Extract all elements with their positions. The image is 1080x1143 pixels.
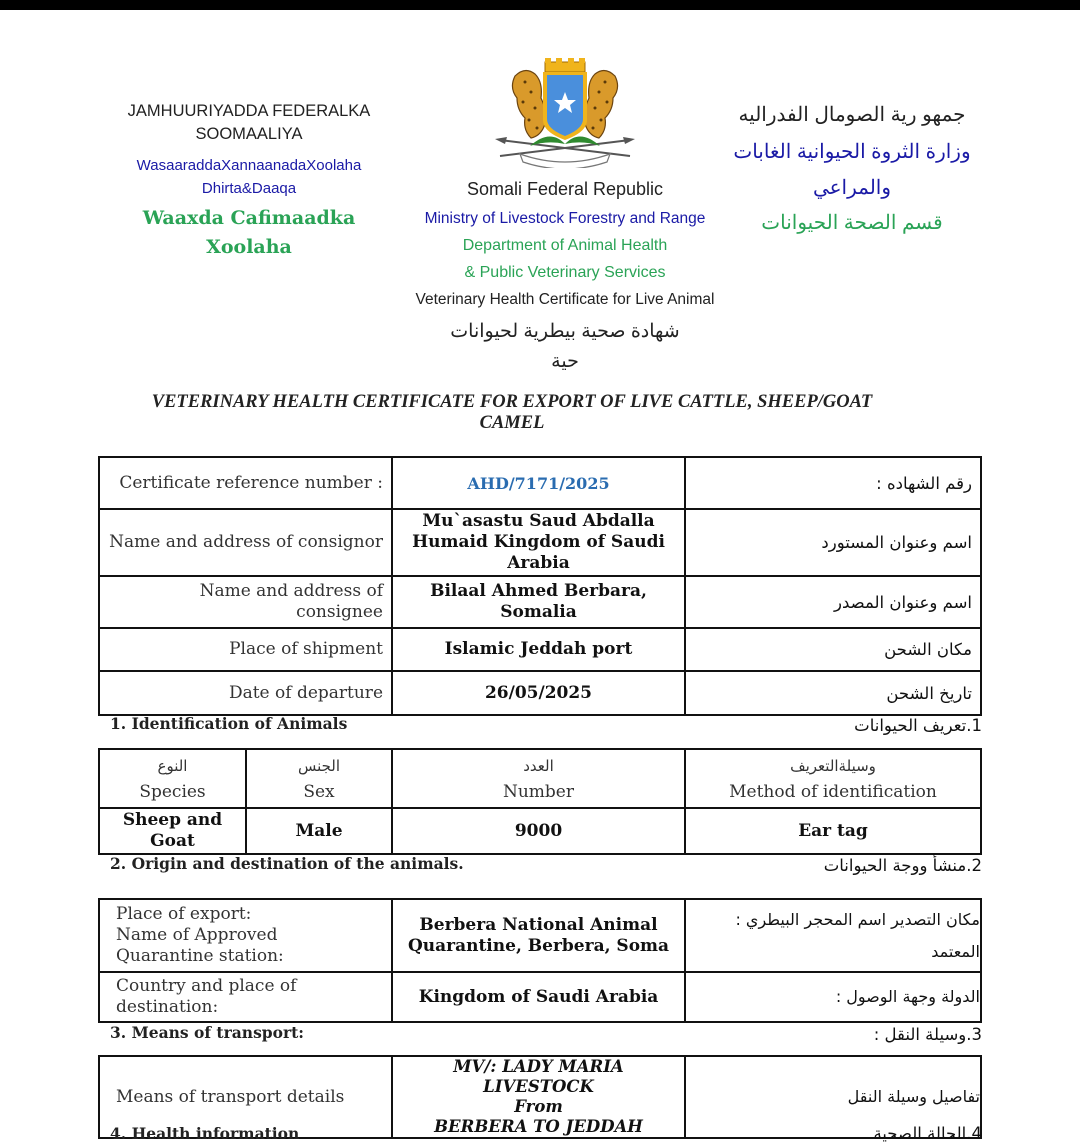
method-header-english: Method of identification [729, 781, 937, 802]
sex-header [246, 749, 392, 808]
title-line-2: CAMEL [479, 413, 545, 433]
consignee-label: Name and address of consignee [99, 576, 392, 628]
number-header [392, 749, 685, 808]
export-label-arabic-line-2: المعتمد [931, 941, 980, 961]
table-row [99, 628, 981, 671]
document-title [110, 392, 914, 434]
certificate-arabic-line-1: شهادة صحية بيطرية لحيوانات [450, 321, 680, 342]
destination-label-line-1: Country and place of [116, 976, 297, 996]
general-info-table [98, 456, 982, 716]
place-of-shipment-label-arabic: مكان الشحن [685, 628, 981, 671]
table-header-row [99, 749, 981, 808]
department-name-somali [110, 204, 388, 262]
consignee-value: Bilaal Ahmed Berbara, Somalia [392, 576, 685, 628]
transport-details-value [392, 1056, 685, 1138]
department-name-line-1: Department of Animal Health [462, 237, 668, 254]
republic-name: Somali Federal Republic [466, 179, 664, 199]
reference-number-label: Certificate reference number : [99, 457, 392, 509]
destination-label-arabic: الدولة وجهة الوصول : [685, 972, 981, 1022]
coat-of-arms-icon [495, 58, 635, 168]
section-2-title-arabic: 2.منشأ ووجة الحيوانات [823, 856, 982, 875]
departure-date-value: 26/05/2025 [392, 671, 685, 715]
table-row [99, 808, 981, 854]
export-label-line-1: Place of export: [116, 904, 252, 924]
number-value: 9000 [392, 808, 685, 854]
section-1-title-arabic: 1.تعريف الحيوانات [854, 716, 982, 735]
certificate-type-english: Veterinary Health Certificate for Live Animal [415, 291, 715, 308]
export-label-line-2: Name of Approved [116, 925, 278, 945]
header-right-arabic [712, 100, 992, 240]
species-value: Sheep and Goat [99, 808, 246, 854]
export-label-arabic-line-1: مكان التصدير اسم المحجر البيطري : [735, 909, 980, 929]
quarantine-station-value: Berbera National Animal Quarantine, Berbera, Soma [392, 899, 685, 972]
table-row [99, 671, 981, 715]
table-row [99, 899, 981, 972]
section-3-title-arabic: 3.وسيلة النقل : [873, 1025, 982, 1044]
country-line-1: JAMHUURIYADDA FEDERALKA [127, 102, 371, 120]
reference-number-value: AHD/7171/2025 [392, 457, 685, 509]
transport-details-label: Means of transport details [99, 1056, 392, 1138]
country-name-somali [110, 100, 388, 146]
animal-identification-table [98, 748, 982, 855]
origin-destination-table [98, 898, 982, 1023]
method-header-arabic: وسيلةالتعريف [790, 756, 876, 775]
table-row [99, 457, 981, 509]
consignor-label-arabic: اسم وعنوان المستورد [685, 509, 981, 576]
route-from: From [514, 1097, 563, 1116]
country-name-arabic: جمهو رية الصومال الفدراليه [738, 104, 966, 126]
sex-value: Male [246, 808, 392, 854]
species-header [99, 749, 246, 808]
header-left-somali [110, 100, 388, 262]
ministry-name-arabic [712, 134, 992, 206]
method-value: Ear tag [685, 808, 981, 854]
table-row [99, 972, 981, 1022]
place-of-shipment-label: Place of shipment [99, 628, 392, 671]
section-1-title: 1. Identification of Animals [110, 714, 348, 733]
number-header-arabic: العدد [523, 756, 554, 775]
header-center [390, 176, 740, 377]
destination-label [99, 972, 392, 1022]
ministry-line-1: WasaaraddaXannaanadaXoolaha [136, 157, 362, 174]
country-line-2: SOOMAALIYA [195, 125, 303, 143]
ministry-arabic-line-1: وزارة الثروة الحيوانية الغابات [733, 141, 971, 163]
reference-number-label-arabic: رقم الشهاده : [685, 457, 981, 509]
method-header [685, 749, 981, 808]
destination-value: Kingdom of Saudi Arabia [392, 972, 685, 1022]
export-label-line-3: Quarantine station: [116, 946, 284, 966]
section-2-title: 2. Origin and destination of the animals. [110, 854, 464, 873]
departure-date-label-arabic: تاريخ الشحن [685, 671, 981, 715]
consignor-label: Name and address of consignor [99, 509, 392, 576]
export-place-label-arabic [685, 899, 981, 972]
sex-header-english: Sex [303, 781, 335, 802]
section-4-title: 4. Health information [110, 1124, 300, 1143]
status-bar [0, 0, 1080, 10]
ministry-name-somali [110, 154, 388, 200]
export-place-label [99, 899, 392, 972]
consignee-label-arabic: اسم وعنوان المصدر [685, 576, 981, 628]
section-4-title-arabic: 4.الحالة الصحية [873, 1124, 982, 1143]
department-line-2: Xoolaha [206, 236, 292, 258]
ministry-line-2: Dhirta&Daaqa [201, 180, 297, 197]
species-header-english: Species [139, 781, 206, 802]
transport-details-label-arabic: تفاصيل وسيلة النقل [685, 1056, 981, 1138]
departure-date-label: Date of departure [99, 671, 392, 715]
certificate-arabic-line-2: حية [551, 351, 579, 372]
table-row [99, 509, 981, 576]
route: BERBERA TO JEDDAH [434, 1117, 643, 1136]
sex-header-arabic: الجنس [297, 756, 341, 775]
department-name-arabic: قسم الصحة الحيوانات [761, 212, 943, 234]
destination-label-line-2: destination: [116, 997, 219, 1017]
species-header-arabic: النوع [157, 756, 188, 775]
table-row [99, 576, 981, 628]
number-header-english: Number [502, 781, 574, 802]
vessel-name: MV/: LADY MARIA LIVESTOCK [453, 1057, 624, 1096]
ministry-arabic-line-2: والمراعي [812, 177, 892, 199]
title-line-1: VETERINARY HEALTH CERTIFICATE FOR EXPORT OF LIVE CATTLE, SHEEP/GOAT [151, 392, 873, 412]
certificate-type-arabic [390, 317, 740, 377]
department-name-line-2: & Public Veterinary Services [464, 264, 666, 281]
place-of-shipment-value: Islamic Jeddah port [392, 628, 685, 671]
section-3-title: 3. Means of transport: [110, 1023, 305, 1042]
department-line-1: Waaxda Cafimaadka [142, 207, 356, 229]
ministry-name-english: Ministry of Livestock Forestry and Range [424, 210, 706, 227]
consignor-value: Mu`asastu Saud Abdalla Humaid Kingdom of Saudi Arabia [392, 509, 685, 576]
